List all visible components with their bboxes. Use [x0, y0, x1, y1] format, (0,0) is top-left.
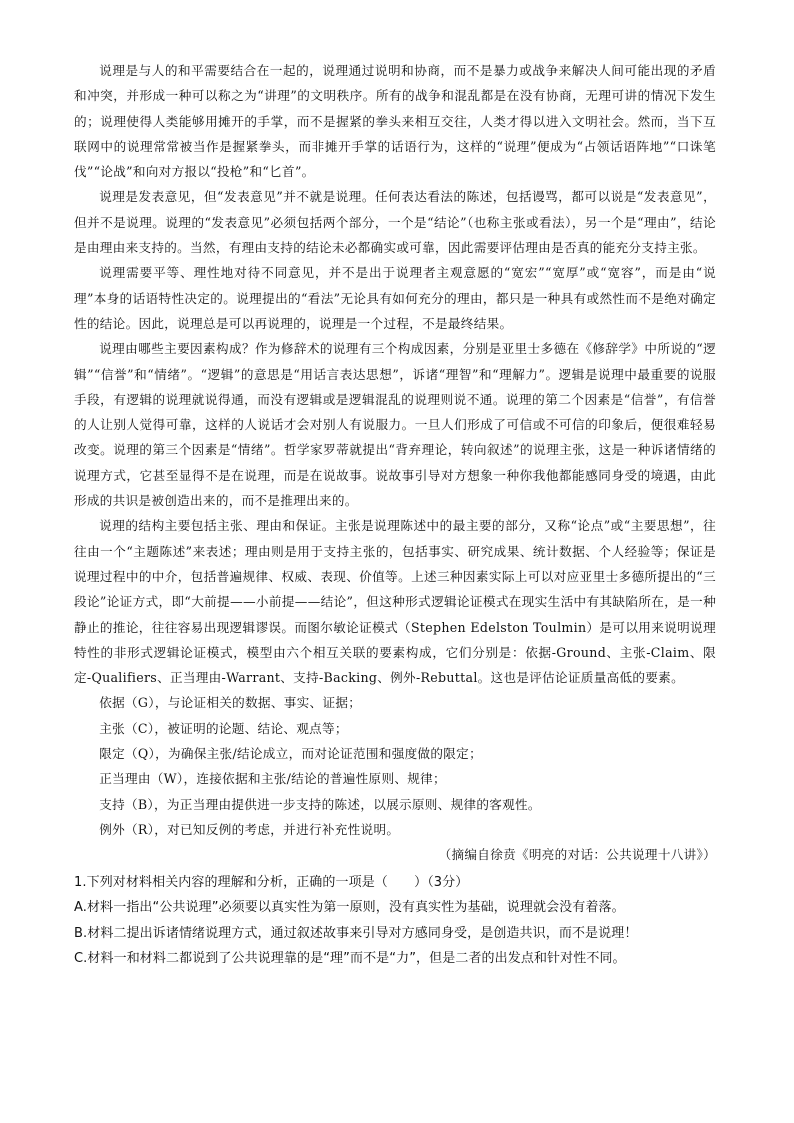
option-a: A.材料一指出“公共说理”必须要以真实性为第一原则，没有真实性为基础，说理就会没有着落。 — [74, 900, 625, 915]
paragraph-1: 说理是与人的和平需要结合在一起的，说理通过说明和协商，而不是暴力或战争来解决人间可能出现的矛盾和冲突，并形成一种可以称之为“讲理”的文明秩序。所有的战争和混乱都是在没有协商，无理可讲的情况下发生的；说理使得人类能够用摊开的手掌，而不是握紧的拳头来相互交往，人类才得以进入文明社会。然而，当下互联网中的说理常常被当作是握紧拳头，而非摊开手掌的话语行为，这样的“说理”便成为“占领话语阵地”“口诛笔伐”“论战”和向对方报以“投枪”和“匕首”。 — [74, 63, 716, 180]
question-stem: 1.下列对材料相关内容的理解和分析，正确的一项是（ ）（3分） — [74, 874, 469, 890]
toulmin-elements-list — [74, 690, 716, 842]
paragraph-2: 说理是发表意见，但“发表意见”并不就是说理。任何表达看法的陈述，包括谩骂，都可以说是“发表意见”，但并不是说理。说理的“发表意见”必须包括两个部分，一个是“结论”（也称主张或看法），另一个是“理由”，结论是由理由来支持的。当然，有理由支持的结论未必都确实或可靠，因此需要评估理由是否真的能充分支持主张。 — [74, 189, 716, 256]
list-item-ground: 依据（G），与论证相关的数据、事实、证据； — [99, 695, 362, 711]
paragraph-4: 说理由哪些主要因素构成？作为修辞术的说理有三个构成因素，分别是亚里士多德在《修辞学》中所说的“逻辑”“信誉”和“情绪”。“逻辑”的意思是“用话言表达思想”，诉诸“理智”和“理解力”。逻辑是说理中最重要的说服手段，有逻辑的说理就说得通，而没有逻辑或是逻辑混乱的说理则说不通。说理的第二个因素是“信誉”，有信誉的人让别人觉得可靠，这样的人说话才会对别人有说服力。一旦人们形成了可信或不可信的印象后，便很难轻易改变。说理的第三个因素是“情绪”。哲学家罗蒂就提出“背弃理论，转向叙述”的说理主张，这是一种诉诸情绪的说理方式，它甚至显得不是在说理，而是在说故事。说故事引导对方想象一种你我他都能感同身受的境遇，由此形成的共识是被创造出来的，而不是推理出来的。 — [74, 341, 716, 509]
list-item-rebuttal: 例外（R），对已知反例的考虑，并进行补充性说明。 — [99, 821, 400, 837]
list-item-backing: 支持（B），为正当理由提供进一步支持的陈述，以展示原则、规律的客观性。 — [99, 796, 541, 812]
option-c: C.材料一和材料二都说到了公共说理靠的是“理”而不是“力”，但是二者的出发点和针对性不同。 — [74, 951, 626, 966]
article-body — [74, 58, 716, 690]
source-citation: （摘编自徐贲《明亮的对话：公共说理十八讲》） — [438, 847, 716, 863]
option-b: B.材料二提出诉诸情绪说理方式，通过叙述故事来引导对方感同身受，是创造共识，而不是说理！ — [74, 925, 638, 941]
question-block — [74, 870, 716, 972]
list-item-qualifiers: 限定（Q），为确保主张/结论成立，而对论证范围和强度做的限定； — [99, 746, 482, 762]
list-item-warrant: 正当理由（W），连接依据和主张/结论的普遍性原则、规律； — [99, 771, 446, 787]
paragraph-3: 说理需要平等、理性地对待不同意见，并不是出于说理者主观意愿的“宽宏”“宽厚”或“宽容”，而是由“说理”本身的话语特性决定的。说理提出的“看法”无论具有如何充分的理由，都只是一种具有或然性而不是绝对确定性的结论。因此，说理总是可以再说理的，说理是一个过程，不是最终结果。 — [74, 265, 716, 331]
list-item-claim: 主张（C），被证明的论题、结论、观点等； — [99, 720, 348, 736]
paragraph-5: 说理的结构主要包括主张、理由和保证。主张是说理陈述中的最主要的部分，又称“论点”或“主要思想”，往往由一个“主题陈述”来表述；理由则是用于支持主张的，包括事实、研究成果、统计数据、个人经验等；保证是说理过程中的中介，包括普遍规律、权威、表现、价值等。上述三种因素实际上可以对应亚里士多德所提出的“三段论”论证方式，即“大前提——小前提——结论”，但这种形式逻辑论证模式在现实生活中有其缺陷所在，是一种静止的推论，往往容易出现逻辑谬误。而图尔敏论证模式（Stephen Edelston Toulmin）是可以用来说明说理特性的非形式逻辑论证模式，模型由六个相互关联的要素构成，它们分别是：依据-Ground、主张-Claim、限定-Qualifiers、正当理由-Warrant、支持-Backing、例外-Rebuttal。这也是评估论证质量高低的要素。 — [74, 518, 716, 686]
